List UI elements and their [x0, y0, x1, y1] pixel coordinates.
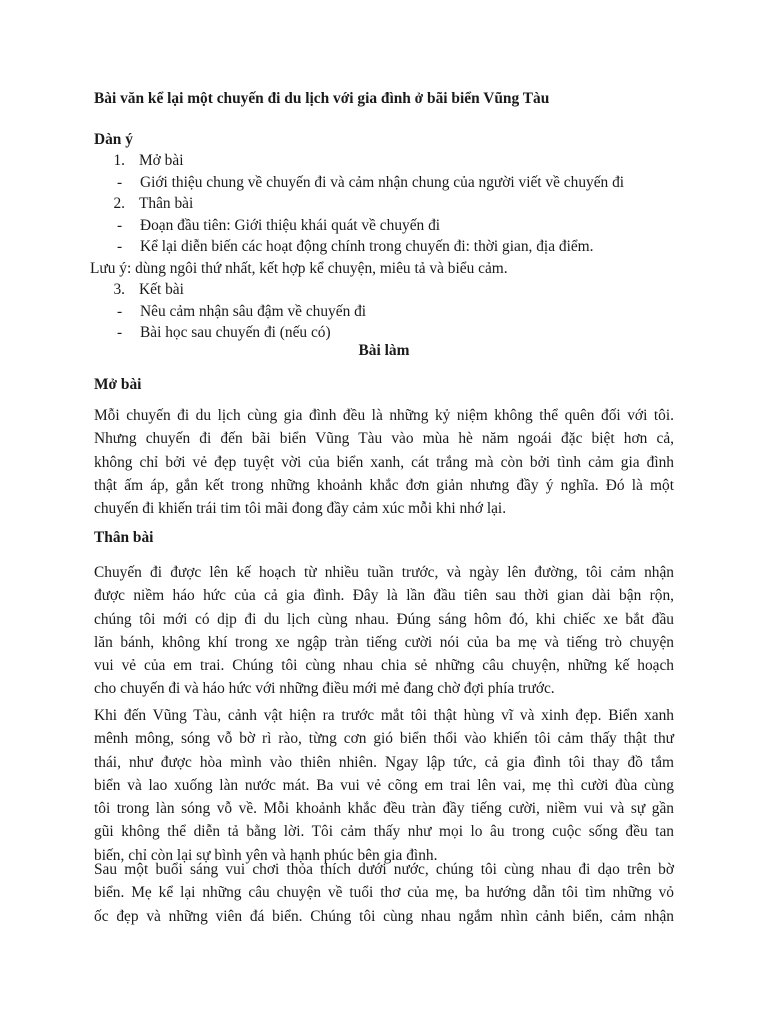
paragraph-line: lăn bánh, không khí trong xe ngập tràn tiếng cười nói của ba mẹ và tiếng trò chuyện	[94, 633, 674, 651]
outline-item	[94, 301, 734, 323]
intro-paragraph	[94, 404, 674, 520]
body-heading: Thân bài	[94, 529, 154, 546]
paragraph-line: chúng tôi mới có dịp đi du lịch cùng nhau. Đúng sáng hôm đó, khi chiếc xe bắt đầu	[94, 610, 674, 628]
paragraph-line: Chuyến đi được lên kế hoạch từ nhiều tuần trước, và ngày lên đường, tôi cảm nhận	[94, 564, 674, 581]
outline-heading: Dàn ý	[94, 131, 133, 148]
outline-item-text: Giới thiệu chung về chuyến đi và cảm nhận chung của người viết về chuyến đi	[140, 173, 625, 191]
paragraph-line: biển. Mẹ kể lại những câu chuyện về tuổi thơ của mẹ, ba hướng dẫn tôi tìm những vỏ	[94, 884, 674, 902]
outline-item-marker: 1.	[113, 152, 125, 169]
document-title: Bài văn kể lại một chuyến đi du lịch với gia đình ở bãi biển Vũng Tàu	[94, 90, 550, 107]
intro-heading: Mở bài	[94, 376, 142, 393]
paragraph-line: Nhưng chuyến đi đến bãi biển Vũng Tàu vào mùa hè năm ngoái đặc biệt hơn cả,	[94, 430, 674, 448]
paragraph-line: ốc đẹp và những viên đá biển. Chúng tôi cùng nhau ngắm nhìn cảnh biển, cảm nhận	[94, 907, 674, 925]
paragraph-line: biển và lao xuống làn nước mát. Ba vui vẻ cõng em trai lên vai, mẹ thì cười đùa cùng	[94, 776, 674, 794]
outline-item-text: Lưu ý: dùng ngôi thứ nhất, kết hợp kể chuyện, miêu tả và biểu cảm.	[90, 259, 508, 277]
outline-item-marker: -	[117, 324, 123, 341]
paragraph-line: vui vẻ của em trai. Chúng tôi cùng nhau chia sẻ những câu chuyện, những kế hoạch	[94, 657, 674, 675]
outline-item-marker: 3.	[113, 281, 125, 298]
outline-item	[94, 172, 734, 194]
outline-item	[94, 279, 734, 301]
paragraph-line: gũi không thể diễn tả bằng lời. Tôi cảm thấy như mọi lo âu trong cuộc sống đều tan	[94, 823, 674, 841]
paragraph-line: biến, chỉ còn lại sự bình yên và hạnh phúc bên gia đình.	[94, 846, 438, 864]
outline-item-text: Bài học sau chuyến đi (nếu có)	[140, 324, 331, 341]
paragraph-line: cho chuyến đi và háo hức với những điều mới mẻ đang chờ đợi phía trước.	[94, 680, 555, 698]
outline-item	[94, 193, 734, 215]
outline-item-text: Mở bài	[139, 152, 184, 169]
body-paragraph-2	[94, 704, 674, 867]
outline-item-text: Kết bài	[139, 281, 184, 298]
paragraph-line: không chỉ bởi vẻ đẹp tuyệt vời của biển xanh, cát trắng mà còn bởi tình cảm gia đình	[94, 453, 674, 471]
paragraph-line: được niềm háo hức của cả gia đình. Đây là lần đầu tiên sau thời gian dài bận rộn,	[94, 587, 674, 605]
outline-item-text: Thân bài	[139, 195, 194, 212]
outline-list	[90, 150, 734, 344]
outline-item-marker: 2.	[113, 195, 125, 212]
outline-item-marker: -	[117, 302, 123, 320]
outline-item	[94, 150, 734, 172]
paragraph-line: Mỗi chuyến đi du lịch cùng gia đình đều là những kỷ niệm không thể quên đối với tôi.	[94, 407, 674, 424]
outline-item-text: Nêu cảm nhận sâu đậm về chuyến đi	[140, 302, 367, 320]
outline-item	[94, 236, 734, 258]
outline-item-marker: -	[117, 173, 123, 191]
paragraph-line: chuyến đi khiến trái tim tôi mãi đong đầy cảm xúc mỗi khi nhớ lại.	[94, 500, 507, 518]
body-paragraph-1	[94, 561, 674, 701]
paragraph-line: Khi đến Vũng Tàu, cảnh vật hiện ra trước mắt tôi thật hùng vĩ và xinh đẹp. Biển xanh	[94, 707, 674, 724]
outline-item-text: Kể lại diễn biến các hoạt động chính trong chuyến đi: thời gian, địa điểm.	[140, 238, 594, 255]
paragraph-line: Sau một buổi sáng vui chơi thỏa thích dưới nước, chúng tôi cùng nhau đi dạo trên bờ	[94, 861, 674, 878]
paragraph-line: thái, như được hòa mình vào thiên nhiên. Ngay lập tức, cả gia đình tôi thay đồ tắm	[94, 753, 674, 771]
body-paragraph-3	[94, 858, 674, 928]
paragraph-line: thật ấm áp, gắn kết trong những khoảnh khắc đơn giản nhưng đầy ý nghĩa. Đó là một	[94, 476, 674, 494]
paragraph-line: tôi trong làn sóng vỗ về. Mỗi khoảnh khắc đều tràn đầy tiếng cười, niềm vui và sự gần	[94, 800, 674, 818]
outline-item-marker: -	[117, 238, 123, 255]
paragraph-line: mênh mông, sóng vỗ bờ rì rào, từng cơn gió biển thổi vào khiến tôi cảm thấy thật thư	[94, 730, 674, 748]
outline-item	[90, 258, 734, 280]
outline-item-text: Đoạn đầu tiên: Giới thiệu khái quát về chuyến đi	[140, 216, 441, 234]
outline-item	[94, 215, 734, 237]
essay-title: Bài làm	[358, 342, 410, 359]
outline-item-marker: -	[117, 216, 123, 234]
